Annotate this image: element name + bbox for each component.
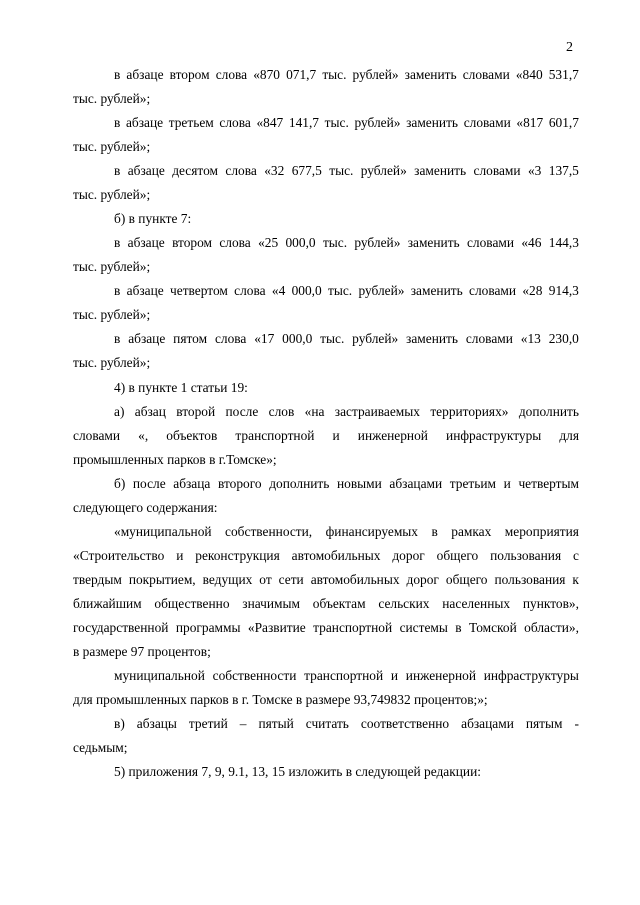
- word: 144,3: [548, 235, 579, 250]
- text-line: б) в пункте 7:: [114, 211, 192, 226]
- word: «28: [522, 283, 543, 298]
- word: объектов: [166, 428, 218, 443]
- text-line: промышленных парков в г.Томске»;: [73, 452, 277, 467]
- word: в: [114, 163, 121, 178]
- word: 531,7: [548, 67, 579, 82]
- word: «,: [138, 428, 149, 443]
- word: рублей»: [354, 235, 401, 250]
- word: и: [503, 476, 511, 491]
- word: территориях»: [430, 404, 509, 419]
- word: а): [114, 404, 125, 419]
- word: второй: [176, 404, 216, 419]
- word: общего: [436, 548, 479, 563]
- word: слова: [215, 67, 248, 82]
- page-number: 2: [566, 40, 573, 55]
- word: словами: [463, 115, 511, 130]
- text-line: тыс. рублей»;: [73, 187, 151, 202]
- word: и: [390, 668, 399, 683]
- word: слова: [225, 163, 257, 178]
- text-line: [114, 404, 579, 420]
- text-line: [73, 620, 579, 636]
- word: сети: [278, 572, 304, 587]
- word: тыс.: [322, 67, 347, 82]
- text-line: седьмым;: [73, 740, 128, 755]
- word: «Строительство: [73, 548, 165, 563]
- word: слова: [219, 115, 251, 130]
- word: заменить: [407, 235, 460, 250]
- word: пунктов»,: [522, 596, 579, 611]
- word: пятый: [258, 716, 294, 731]
- text-line: [114, 163, 579, 179]
- word: и: [332, 428, 340, 443]
- text-line: [114, 331, 579, 347]
- word: заменить: [404, 67, 457, 82]
- word: объектам: [312, 596, 366, 611]
- word: покрытием,: [128, 572, 196, 587]
- word: в): [114, 716, 125, 731]
- text-line: 4) в пункте 1 статьи 19:: [114, 380, 248, 395]
- word: для: [559, 428, 579, 443]
- word: сельских: [378, 596, 430, 611]
- word: и: [176, 548, 184, 563]
- word: собственности,: [225, 524, 313, 539]
- word: третьим: [449, 476, 497, 491]
- word: абзаце: [127, 235, 165, 250]
- word: транспортной: [304, 668, 384, 683]
- word: инженерной: [357, 428, 428, 443]
- word: «Развитие: [247, 620, 306, 635]
- word: словами: [473, 163, 521, 178]
- word: дополнить: [518, 404, 579, 419]
- text-line: тыс. рублей»;: [73, 91, 151, 106]
- word: заменить: [406, 331, 458, 346]
- word: рублей»: [354, 115, 401, 130]
- word: населенных: [442, 596, 511, 611]
- word: после: [132, 476, 166, 491]
- word: слова: [234, 283, 266, 298]
- word: 000,0: [291, 283, 322, 298]
- word: с: [572, 548, 579, 563]
- text-line: 5) приложения 7, 9, 9.1, 13, 15 изложить в следующей редакции:: [114, 764, 481, 779]
- word: общего: [445, 572, 488, 587]
- word: в: [114, 331, 121, 346]
- word: пятым: [525, 716, 563, 731]
- word: абзацами: [461, 716, 514, 731]
- word: 000,0: [285, 235, 316, 250]
- word: 141,7: [288, 115, 320, 130]
- text-line: тыс. рублей»;: [73, 307, 151, 322]
- text-line: [114, 524, 579, 540]
- text-line: [114, 668, 579, 684]
- word: транспортной: [235, 428, 315, 443]
- word: втором: [169, 67, 210, 82]
- word: 137,5: [548, 163, 579, 178]
- word: в: [455, 620, 462, 635]
- word: второго: [217, 476, 262, 491]
- word: рублей»: [358, 283, 405, 298]
- word: –: [239, 716, 247, 731]
- word: пятом: [173, 331, 208, 346]
- text-line: для промышленных парков в г. Томске в размере 93,749832 процентов;»;: [73, 692, 488, 707]
- word: новыми: [336, 476, 382, 491]
- word: Томской: [469, 620, 517, 635]
- word: ведущих: [202, 572, 253, 587]
- word: ближайшим: [73, 596, 142, 611]
- word: дополнить: [269, 476, 330, 491]
- word: рублей»: [360, 163, 407, 178]
- word: рублей»: [352, 331, 399, 346]
- text-line: [73, 428, 579, 444]
- word: десятом: [172, 163, 219, 178]
- word: соответственно: [360, 716, 450, 731]
- word: заменить: [410, 283, 463, 298]
- word: в: [114, 235, 121, 250]
- word: слов: [268, 404, 295, 419]
- text-line: [73, 572, 579, 588]
- word: транспортной: [313, 620, 393, 635]
- word: инфраструктуры: [446, 428, 542, 443]
- word: от: [259, 572, 272, 587]
- word: твердым: [73, 572, 122, 587]
- word: тыс.: [322, 235, 348, 250]
- word: автомобильных: [310, 572, 400, 587]
- word: дорог: [392, 548, 425, 563]
- word: заменить: [406, 115, 459, 130]
- word: рублей»: [352, 67, 399, 82]
- word: значимым: [242, 596, 300, 611]
- word: тыс.: [328, 283, 353, 298]
- word: государственной: [73, 620, 169, 635]
- word: инфраструктуры: [483, 668, 579, 683]
- text-line: тыс. рублей»;: [73, 355, 151, 370]
- text-line: [73, 548, 579, 564]
- text-line: [114, 115, 579, 131]
- word: мероприятия: [504, 524, 579, 539]
- word: словами: [466, 235, 515, 250]
- word: к: [572, 572, 579, 587]
- word: автомобильных: [291, 548, 381, 563]
- word: абзаце: [126, 67, 164, 82]
- word: «817: [516, 115, 544, 130]
- word: -: [574, 716, 579, 731]
- word: общественно: [154, 596, 230, 611]
- word: «847: [256, 115, 284, 130]
- word: 601,7: [548, 115, 579, 130]
- text-line: [114, 476, 579, 492]
- word: втором: [172, 235, 213, 250]
- text-line: [114, 283, 579, 299]
- word: тыс.: [324, 115, 349, 130]
- text-line: [114, 716, 579, 732]
- word: словами: [73, 428, 121, 443]
- text-line: [114, 67, 579, 83]
- word: реконструкция: [195, 548, 280, 563]
- word: «на: [304, 404, 325, 419]
- word: абзацы: [136, 716, 177, 731]
- word: абзаце: [125, 115, 164, 130]
- word: пользования: [490, 548, 562, 563]
- word: финансируемых: [325, 524, 418, 539]
- word: абзаце: [127, 163, 165, 178]
- word: 000,0: [282, 331, 313, 346]
- word: словами: [469, 283, 517, 298]
- word: «17: [254, 331, 275, 346]
- word: программы: [175, 620, 241, 635]
- word: «46: [521, 235, 542, 250]
- word: «870: [253, 67, 280, 82]
- word: 071,7: [286, 67, 317, 82]
- word: абзац: [134, 404, 166, 419]
- word: в: [114, 67, 121, 82]
- text-line: следующего содержания:: [73, 500, 218, 515]
- text-line: тыс. рублей»;: [73, 139, 151, 154]
- word: «3: [527, 163, 542, 178]
- word: инженерной: [405, 668, 476, 683]
- word: дорог: [406, 572, 439, 587]
- word: собственности: [212, 668, 297, 683]
- text-line: [73, 596, 579, 612]
- text-line: в размере 97 процентов;: [73, 644, 211, 659]
- word: в: [114, 283, 121, 298]
- word: тыс.: [329, 163, 354, 178]
- word: «муниципальной: [114, 524, 212, 539]
- word: 230,0: [548, 331, 579, 346]
- word: в: [431, 524, 438, 539]
- word: муниципальной: [114, 668, 205, 683]
- word: после: [225, 404, 259, 419]
- word: тыс.: [320, 331, 345, 346]
- word: абзацами: [389, 476, 443, 491]
- word: словами: [465, 331, 513, 346]
- word: «840: [515, 67, 543, 82]
- word: четвертым: [518, 476, 579, 491]
- word: области»,: [524, 620, 579, 635]
- word: 914,3: [548, 283, 579, 298]
- word: «13: [520, 331, 541, 346]
- word: рамках: [451, 524, 492, 539]
- word: абзаца: [173, 476, 211, 491]
- word: слова: [219, 235, 251, 250]
- word: системы: [399, 620, 448, 635]
- word: словами: [462, 67, 510, 82]
- word: заменить: [414, 163, 467, 178]
- word: четвертом: [170, 283, 228, 298]
- word: абзаце: [128, 331, 166, 346]
- text-line: [114, 235, 579, 251]
- word: слова: [214, 331, 247, 346]
- word: 677,5: [291, 163, 322, 178]
- word: третьем: [168, 115, 214, 130]
- word: считать: [305, 716, 349, 731]
- word: застраиваемых: [334, 404, 420, 419]
- word: б): [114, 476, 126, 491]
- word: в: [114, 115, 121, 130]
- word: абзаце: [126, 283, 164, 298]
- text-line: тыс. рублей»;: [73, 259, 151, 274]
- word: «4: [271, 283, 286, 298]
- word: «25: [258, 235, 279, 250]
- word: «32: [264, 163, 285, 178]
- word: третий: [188, 716, 228, 731]
- word: пользования: [494, 572, 566, 587]
